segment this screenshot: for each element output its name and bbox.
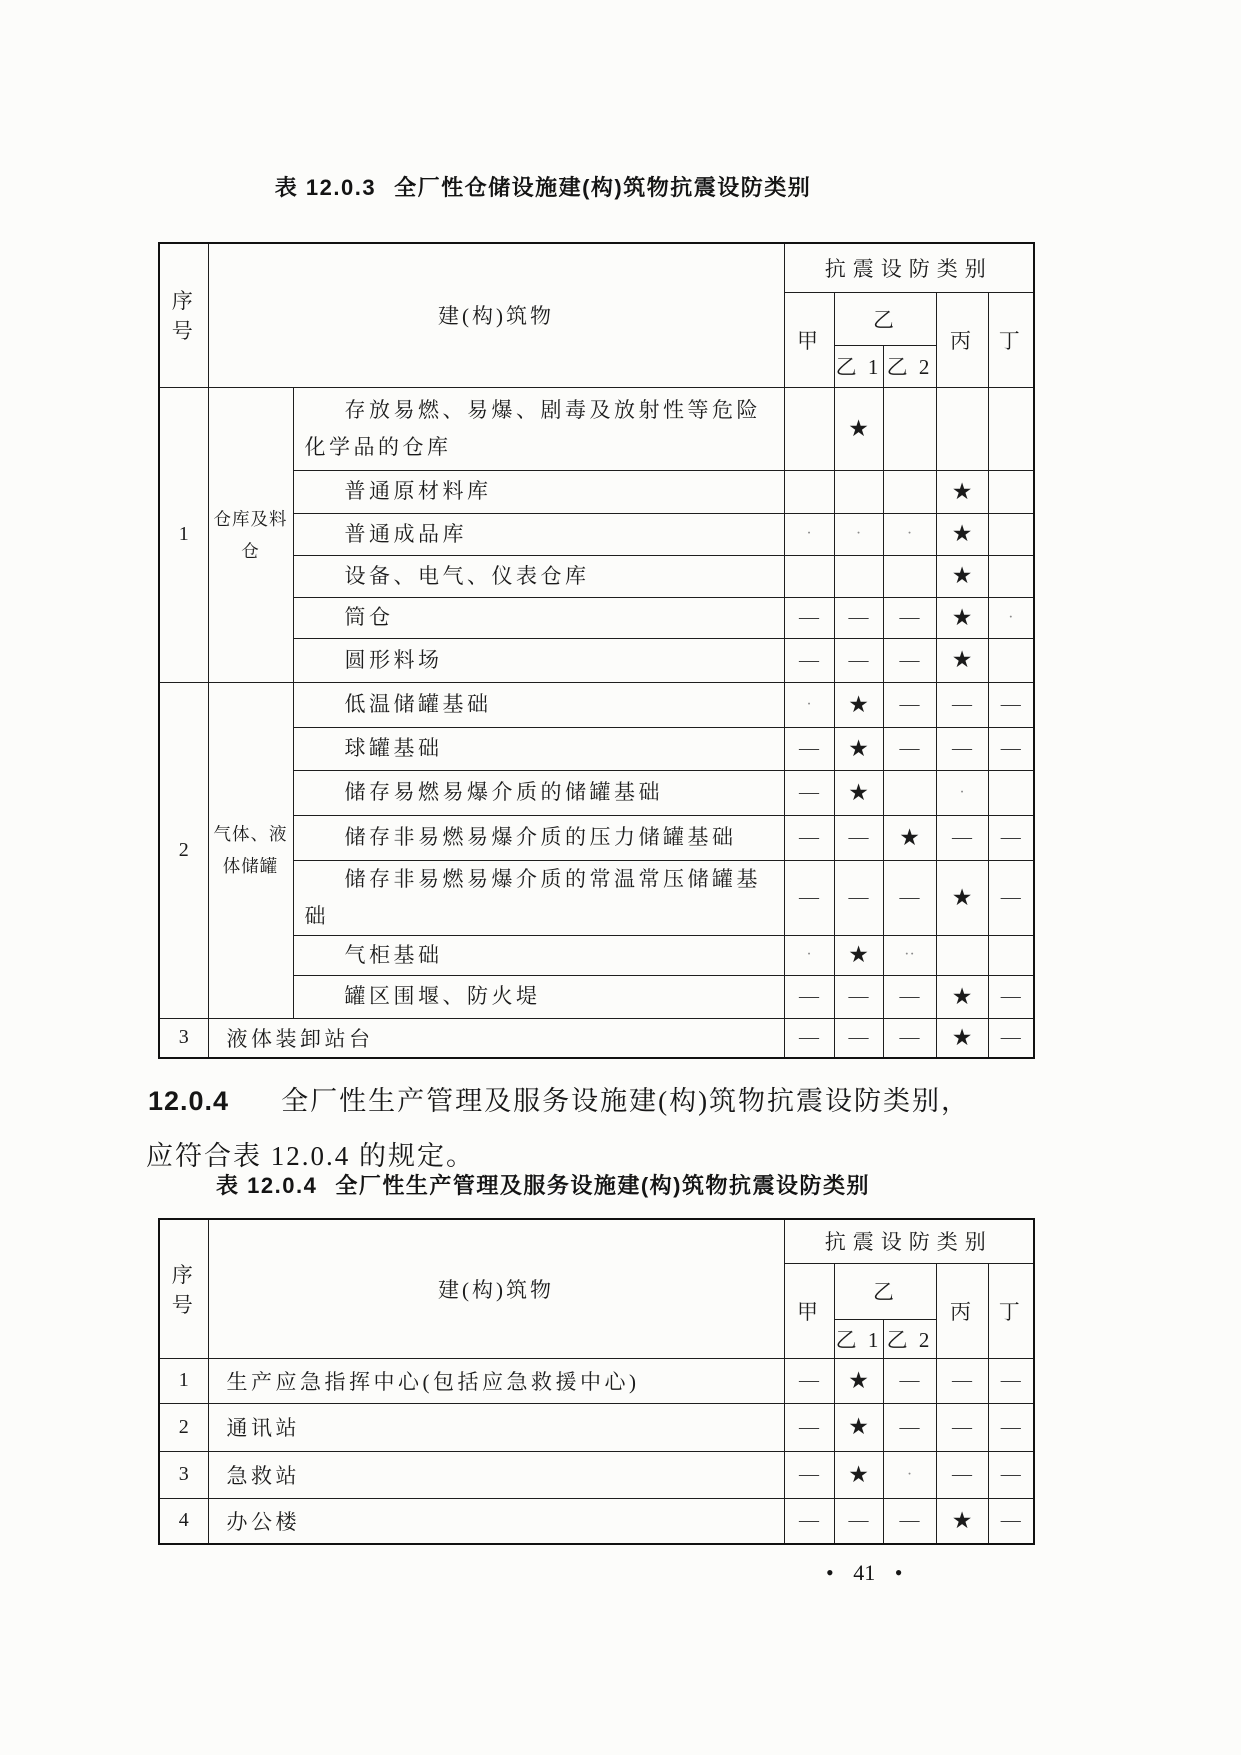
table-row	[159, 682, 1034, 727]
col-header-ding: 丁	[988, 1263, 1034, 1358]
cell-ding: ·	[988, 597, 1034, 638]
group-name-cell: 气体、液体储罐	[208, 682, 293, 1018]
building-item: 办公楼	[208, 1498, 784, 1544]
management-facilities-table	[158, 1218, 1035, 1545]
cell-yi2: ·	[883, 1451, 936, 1498]
cell-yi2: —	[883, 727, 936, 770]
cell-bing: —	[936, 682, 988, 727]
table1-title-text: 全厂性仓储设施建(构)筑物抗震设防类别	[394, 175, 812, 200]
cell-yi2: —	[883, 975, 936, 1018]
col-header-category: 抗震设防类别	[784, 1219, 1034, 1263]
seq-cell: 2	[159, 682, 208, 1018]
cell-yi1: —	[834, 1018, 883, 1058]
cell-yi1: ★	[834, 387, 883, 470]
cell-yi1: —	[834, 1498, 883, 1544]
cell-yi1: —	[834, 597, 883, 638]
cell-yi1: ★	[834, 770, 883, 815]
col-header-yi: 乙	[834, 1263, 936, 1319]
col-header-yi2: 乙 2	[883, 345, 936, 387]
table1-title-number: 表 12.0.3	[274, 175, 377, 200]
cell-bing	[936, 935, 988, 975]
seq-cell: 3	[159, 1451, 208, 1498]
cell-yi1: ★	[834, 1358, 883, 1403]
cell-jia: —	[784, 770, 834, 815]
table-row	[159, 1498, 1034, 1544]
col-header-yi1: 乙 1	[834, 1319, 883, 1358]
cell-bing: —	[936, 815, 988, 860]
cell-ding: —	[988, 727, 1034, 770]
table2-title	[158, 1169, 928, 1200]
cell-bing: ·	[936, 770, 988, 815]
col-header-jia: 甲	[784, 1263, 834, 1358]
cell-yi1: —	[834, 975, 883, 1018]
col-header-category: 抗震设防类别	[784, 243, 1034, 292]
cell-jia: —	[784, 638, 834, 682]
col-header-ding: 丁	[988, 292, 1034, 387]
cell-jia: —	[784, 1403, 834, 1451]
cell-yi1: ★	[834, 1403, 883, 1451]
col-header-seq: 序号	[159, 1219, 208, 1358]
cell-jia: —	[784, 1018, 834, 1058]
building-item: 生产应急指挥中心(包括应急救援中心)	[208, 1358, 784, 1403]
cell-yi2: —	[883, 860, 936, 935]
clause-12-0-4-line1	[148, 1079, 970, 1118]
cell-ding: —	[988, 1498, 1034, 1544]
building-item: 通讯站	[208, 1403, 784, 1451]
cell-yi1: ★	[834, 682, 883, 727]
cell-yi2: —	[883, 1498, 936, 1544]
cell-ding: —	[988, 1403, 1034, 1451]
seq-cell: 2	[159, 1403, 208, 1451]
cell-bing: —	[936, 1451, 988, 1498]
cell-jia	[784, 555, 834, 597]
col-header-building: 建(构)筑物	[208, 243, 784, 387]
cell-yi2	[883, 387, 936, 470]
cell-yi2	[883, 470, 936, 513]
cell-jia: —	[784, 1498, 834, 1544]
cell-ding: —	[988, 975, 1034, 1018]
table2-title-number: 表 12.0.4	[216, 1173, 318, 1198]
building-item: 急救站	[208, 1451, 784, 1498]
building-item: 罐区围堰、防火堤	[293, 975, 784, 1018]
table-header-row	[159, 1219, 1034, 1263]
cell-ding	[988, 770, 1034, 815]
cell-yi1: ★	[834, 727, 883, 770]
table2-title-text: 全厂性生产管理及服务设施建(构)筑物抗震设防类别	[335, 1173, 870, 1198]
building-item: 储存非易燃易爆介质的常温常压储罐基础	[293, 860, 784, 935]
seq-cell: 4	[159, 1498, 208, 1544]
cell-jia: —	[784, 727, 834, 770]
cell-bing: ★	[936, 470, 988, 513]
clause-12-0-4-line2	[146, 1134, 475, 1173]
cell-ding	[988, 935, 1034, 975]
cell-yi2: —	[883, 638, 936, 682]
building-item: 筒仓	[293, 597, 784, 638]
cell-jia: ·	[784, 682, 834, 727]
cell-ding	[988, 387, 1034, 470]
table-row	[159, 387, 1034, 470]
table-row	[159, 1451, 1034, 1498]
seq-cell: 1	[159, 1358, 208, 1403]
cell-ding	[988, 638, 1034, 682]
building-item: 圆形料场	[293, 638, 784, 682]
page-number: • 41 •	[826, 1560, 903, 1585]
building-item: 储存非易燃易爆介质的压力储罐基础	[293, 815, 784, 860]
cell-ding: —	[988, 1358, 1034, 1403]
cell-bing: ★	[936, 555, 988, 597]
building-item: 普通原材料库	[293, 470, 784, 513]
cell-bing	[936, 387, 988, 470]
cell-jia: —	[784, 860, 834, 935]
cell-bing: —	[936, 727, 988, 770]
cell-yi2	[883, 555, 936, 597]
col-header-bing: 丙	[936, 1263, 988, 1358]
cell-jia: ·	[784, 513, 834, 555]
building-item: 储存易燃易爆介质的储罐基础	[293, 770, 784, 815]
cell-yi2: —	[883, 1403, 936, 1451]
cell-ding: —	[988, 815, 1034, 860]
cell-yi1: ★	[834, 1451, 883, 1498]
cell-bing: ★	[936, 513, 988, 555]
cell-jia: —	[784, 1358, 834, 1403]
cell-jia: ·	[784, 935, 834, 975]
cell-ding: —	[988, 1018, 1034, 1058]
col-header-seq: 序号	[159, 243, 208, 387]
cell-yi2: ·	[883, 513, 936, 555]
cell-ding	[988, 555, 1034, 597]
cell-ding: —	[988, 860, 1034, 935]
cell-yi2: ··	[883, 935, 936, 975]
cell-yi1: ·	[834, 513, 883, 555]
cell-yi2	[883, 770, 936, 815]
cell-yi2: —	[883, 1358, 936, 1403]
cell-bing: ★	[936, 1498, 988, 1544]
table-row	[159, 1358, 1034, 1403]
building-item: 液体装卸站台	[208, 1018, 784, 1058]
cell-ding: —	[988, 1451, 1034, 1498]
cell-bing: ★	[936, 597, 988, 638]
table-header-row	[159, 243, 1034, 292]
cell-yi2: ★	[883, 815, 936, 860]
cell-ding	[988, 513, 1034, 555]
storage-facilities-table	[158, 242, 1035, 1059]
building-item: 普通成品库	[293, 513, 784, 555]
cell-jia	[784, 387, 834, 470]
table1-title	[158, 171, 928, 202]
cell-yi2: —	[883, 682, 936, 727]
col-header-bing: 丙	[936, 292, 988, 387]
cell-jia: —	[784, 975, 834, 1018]
col-header-building: 建(构)筑物	[208, 1219, 784, 1358]
cell-bing: ★	[936, 975, 988, 1018]
clause-text: 应符合表 12.0.4 的规定。	[146, 1141, 475, 1171]
table-row	[159, 1403, 1034, 1451]
cell-ding	[988, 470, 1034, 513]
cell-yi1	[834, 555, 883, 597]
seq-cell: 3	[159, 1018, 208, 1058]
clause-number: 12.0.4	[148, 1086, 230, 1116]
building-item: 存放易燃、易爆、剧毒及放射性等危险化学品的仓库	[293, 387, 784, 470]
cell-jia: —	[784, 815, 834, 860]
cell-yi2: —	[883, 597, 936, 638]
cell-yi1	[834, 470, 883, 513]
cell-bing: —	[936, 1403, 988, 1451]
cell-jia: —	[784, 597, 834, 638]
cell-bing: ★	[936, 1018, 988, 1058]
building-item: 气柜基础	[293, 935, 784, 975]
clause-text: 全厂性生产管理及服务设施建(构)筑物抗震设防类别，	[281, 1086, 971, 1116]
col-header-yi2: 乙 2	[883, 1319, 936, 1358]
cell-yi1: —	[834, 815, 883, 860]
cell-yi1: ★	[834, 935, 883, 975]
col-header-yi: 乙	[834, 292, 936, 345]
cell-ding: —	[988, 682, 1034, 727]
building-item: 设备、电气、仪表仓库	[293, 555, 784, 597]
cell-jia	[784, 470, 834, 513]
group-name-cell: 仓库及料仓	[208, 387, 293, 682]
cell-bing: ★	[936, 638, 988, 682]
cell-bing: —	[936, 1358, 988, 1403]
table-row	[159, 1018, 1034, 1058]
cell-bing: ★	[936, 860, 988, 935]
cell-yi2: —	[883, 1018, 936, 1058]
seq-cell: 1	[159, 387, 208, 682]
cell-jia: —	[784, 1451, 834, 1498]
cell-yi1: —	[834, 638, 883, 682]
cell-yi1: —	[834, 860, 883, 935]
col-header-yi1: 乙 1	[834, 345, 883, 387]
building-item: 球罐基础	[293, 727, 784, 770]
col-header-jia: 甲	[784, 292, 834, 387]
building-item: 低温储罐基础	[293, 682, 784, 727]
